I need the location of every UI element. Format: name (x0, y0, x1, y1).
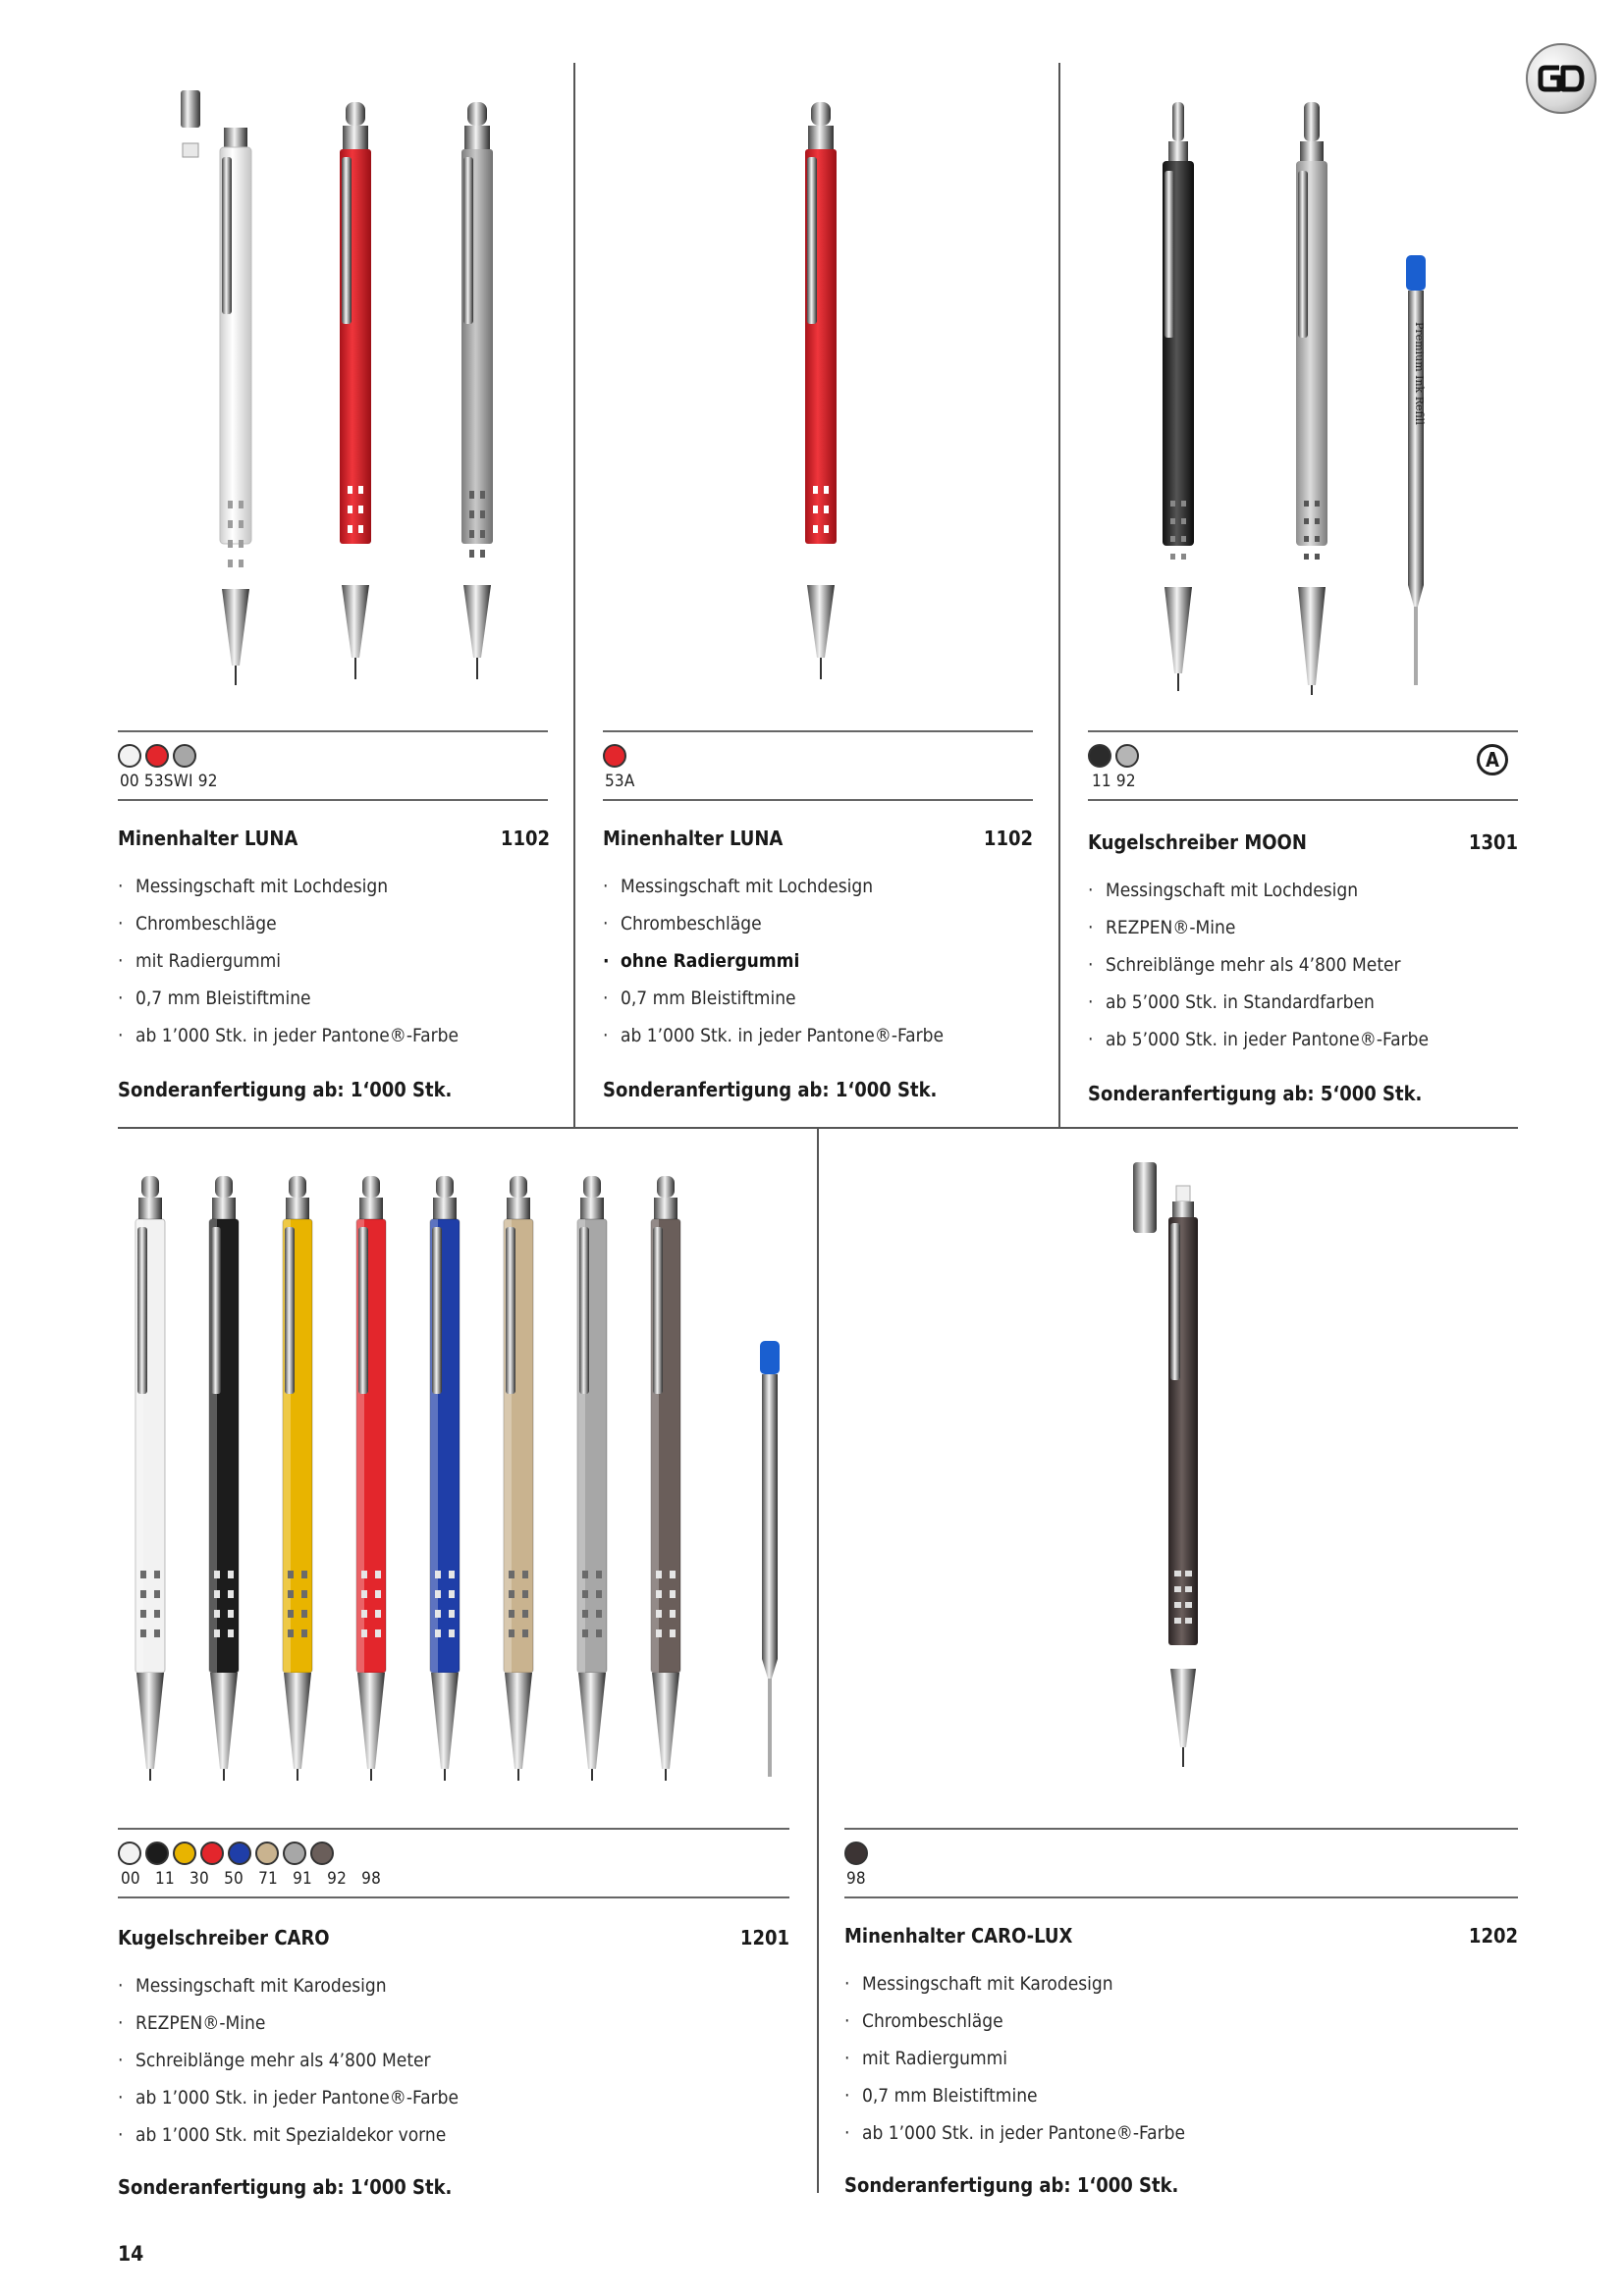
pen-caro-image (568, 1174, 617, 1802)
product-title: Minenhalter CARO-LUX (844, 1924, 1073, 1948)
svg-text:Premium Ink Refill: Premium Ink Refill (1413, 322, 1426, 425)
feature-item: · Messingschaft mit Lochdesign (603, 876, 874, 897)
product-title: Kugelschreiber CARO (118, 1926, 330, 1949)
feature-item: · ab 1’000 Stk. in jeder Pantone®-Farbe (603, 1025, 945, 1046)
color-swatch (844, 1842, 868, 1865)
feature-item: · Chrombeschläge (603, 913, 762, 934)
color-swatches (844, 1842, 868, 1865)
color-codes: 11 92 (1092, 772, 1136, 791)
color-swatch (228, 1842, 251, 1865)
feature-item: · Schreiblänge mehr als 4’800 Meter (118, 2050, 431, 2071)
feature-list (118, 1967, 459, 2154)
feature-item: · ab 1’000 Stk. in jeder Pantone®-Farbe (118, 1025, 460, 1046)
separator (603, 799, 1033, 801)
color-swatch (603, 744, 626, 768)
color-swatch (1115, 744, 1139, 768)
feature-item: · Messingschaft mit Lochdesign (118, 876, 389, 897)
refill-rezpen-image (750, 1339, 789, 1790)
color-codes: 98 (846, 1869, 866, 1889)
separator (603, 730, 1033, 732)
minimum-order: Sonderanfertigung ab: 1‘000 Stk. (603, 1078, 938, 1101)
color-codes: 53A (605, 772, 635, 791)
product-title: Minenhalter LUNA (118, 827, 298, 850)
color-swatch (145, 744, 169, 768)
color-codes: 00 11 30 50 71 91 92 98 (121, 1869, 382, 1889)
product-title: Kugelschreiber MOON (1088, 830, 1307, 854)
antibacterial-badge-icon: A (1477, 744, 1508, 775)
product-number: 1102 (500, 827, 550, 850)
feature-item: · Messingschaft mit Lochdesign (1088, 880, 1359, 901)
pen-luna-red-image (326, 98, 385, 697)
separator (118, 799, 548, 801)
color-swatches (118, 744, 196, 768)
feature-item: · 0,7 mm Bleistiftmine (118, 988, 311, 1009)
separator (1088, 799, 1518, 801)
column-divider (573, 63, 575, 1129)
color-swatches (603, 744, 626, 768)
color-swatch (200, 1842, 224, 1865)
color-swatch (1088, 744, 1111, 768)
pen-caro-image (199, 1174, 248, 1802)
color-swatch (255, 1842, 279, 1865)
column-divider (817, 1129, 819, 2193)
feature-item: · ab 1’000 Stk. in jeder Pantone®-Farbe (118, 2087, 460, 2109)
color-swatch (283, 1842, 306, 1865)
feature-item: · mit Radiergummi (844, 2048, 1008, 2069)
separator (844, 1896, 1518, 1898)
color-swatch (118, 744, 141, 768)
separator (844, 1828, 1518, 1830)
pen-caro-image (641, 1174, 690, 1802)
feature-item: · Messingschaft mit Karodesign (118, 1975, 387, 1997)
pen-caro-image (494, 1174, 543, 1802)
feature-list (118, 868, 459, 1054)
minimum-order: Sonderanfertigung ab: 1‘000 Stk. (118, 1078, 453, 1101)
separator (118, 1896, 789, 1898)
color-swatch (173, 1842, 196, 1865)
gd-logo-icon (1538, 62, 1585, 95)
product-number: 1201 (739, 1926, 789, 1949)
pen-cap-eraser (147, 84, 202, 206)
feature-list (844, 1965, 1185, 2152)
color-swatch (173, 744, 196, 768)
minimum-order: Sonderanfertigung ab: 1‘000 Stk. (118, 2175, 453, 2199)
product-title: Minenhalter LUNA (603, 827, 784, 850)
feature-item: · ab 1’000 Stk. mit Spezialdekor vorne (118, 2124, 447, 2146)
feature-item: · ab 1’000 Stk. in jeder Pantone®-Farbe (844, 2122, 1186, 2144)
feature-item: · ab 5’000 Stk. in jeder Pantone®-Farbe (1088, 1029, 1430, 1050)
feature-item: · Messingschaft mit Karodesign (844, 1973, 1113, 1995)
minimum-order: Sonderanfertigung ab: 5‘000 Stk. (1088, 1082, 1423, 1105)
separator (1088, 730, 1518, 732)
feature-item-highlight: · ohne Radiergummi (603, 950, 800, 972)
color-codes: 00 53SWI 92 (120, 772, 218, 791)
color-swatch (145, 1842, 169, 1865)
pen-moon-black-image (1149, 98, 1208, 697)
brand-logo (1526, 43, 1597, 114)
feature-list (1088, 872, 1429, 1058)
pen-luna-grey-image (448, 98, 507, 697)
feature-item: · REZPEN®-Mine (1088, 917, 1236, 938)
separator (118, 1828, 789, 1830)
pen-caro-image (347, 1174, 396, 1802)
pen-caro-image (273, 1174, 322, 1802)
product-number: 1102 (983, 827, 1033, 850)
minimum-order: Sonderanfertigung ab: 1‘000 Stk. (844, 2173, 1179, 2197)
color-swatch (118, 1842, 141, 1865)
page-number: 14 (118, 2242, 144, 2266)
separator (118, 730, 548, 732)
feature-item: · ab 5’000 Stk. in Standardfarben (1088, 991, 1375, 1013)
feature-item: · 0,7 mm Bleistiftmine (603, 988, 796, 1009)
feature-item: · mit Radiergummi (118, 950, 282, 972)
pen-moon-silver-image (1282, 98, 1341, 697)
product-number: 1202 (1468, 1924, 1518, 1948)
pen-caro-lux-image (1125, 1158, 1204, 1787)
color-swatch (310, 1842, 334, 1865)
feature-item: · Chrombeschläge (118, 913, 277, 934)
pen-caro-image (126, 1174, 175, 1802)
color-swatches (118, 1842, 334, 1865)
pen-luna-white-image (206, 98, 265, 697)
feature-item: · Chrombeschläge (844, 2010, 1003, 2032)
pen-caro-image (420, 1174, 469, 1802)
product-number: 1301 (1468, 830, 1518, 854)
feature-list (603, 868, 944, 1054)
color-swatches (1088, 744, 1139, 768)
feature-item: · REZPEN®-Mine (118, 2012, 266, 2034)
refill-rezpen-image (1394, 253, 1437, 695)
column-divider (1058, 63, 1060, 1129)
feature-item: · 0,7 mm Bleistiftmine (844, 2085, 1038, 2107)
feature-item: · Schreiblänge mehr als 4’800 Meter (1088, 954, 1401, 976)
pen-luna-red-image (791, 98, 850, 697)
